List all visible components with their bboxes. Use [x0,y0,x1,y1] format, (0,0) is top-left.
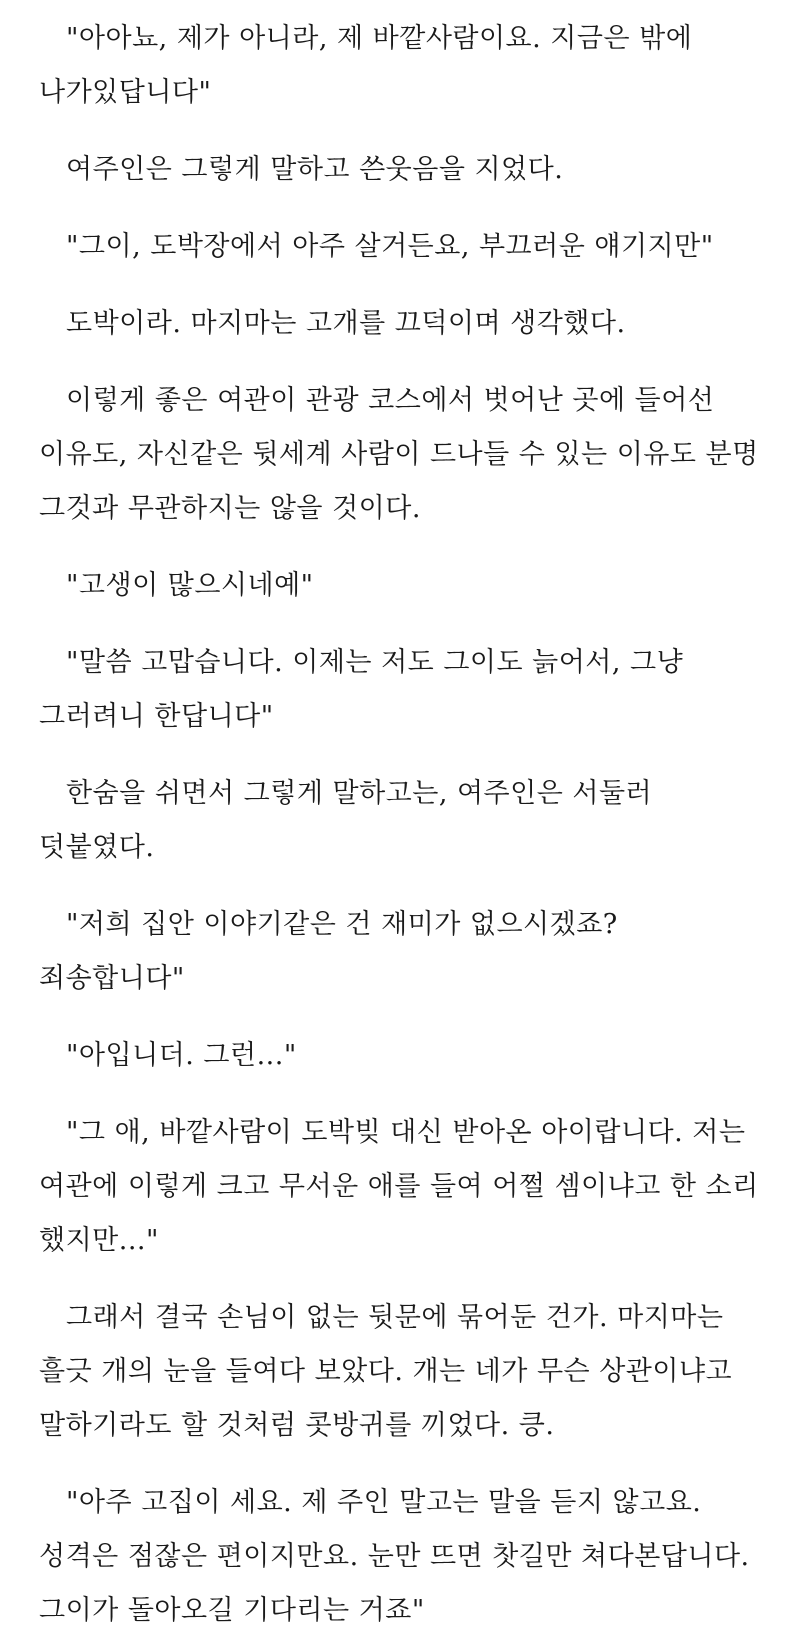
paragraph: "아입니더. 그런..." [66,1040,297,1071]
paragraph: 그래서 결국 손님이 없는 뒷문에 묶어둔 건가. 마지마는 흘긋 개의 눈을 들여다 보았다. 개는 네가 무슨 상관이냐고 말하기라도 할 것처럼 콧방귀를 끼었다. 킁. [39,1302,733,1441]
paragraph: 도박이라. 마지마는 고개를 끄덕이며 생각했다. [66,308,626,339]
paragraph: 여주인은 그렇게 말하고 쓴웃음을 지었다. [66,154,564,185]
paragraph: 이렇게 좋은 여관이 관광 코스에서 벗어난 곳에 들어선 이유도, 자신같은 뒷세계 사람이 드나들 수 있는 이유도 분명 그것과 무관하지는 않을 것이다. [39,385,759,524]
paragraph: "말씀 고맙습니다. 이제는 저도 그이도 늙어서, 그냥 그러려니 한답니다" [39,647,684,732]
paragraph: "아아뇨, 제가 아니라, 제 바깥사람이요. 지금은 밖에 나가있답니다" [39,23,693,108]
paragraph: 한숨을 쉬면서 그렇게 말하고는, 여주인은 서둘러 덧붙였다. [39,778,653,863]
paragraph: "그이, 도박장에서 아주 살거든요, 부끄러운 얘기지만" [66,231,714,262]
paragraph: "고생이 많으시네예" [66,570,314,601]
paragraph: "아주 고집이 세요. 제 주인 말고는 말을 듣지 않고요. 성격은 점잖은 편이지만요. 눈만 뜨면 찻길만 쳐다본답니다. 그이가 돌아오길 기다리는 거죠" [39,1487,750,1626]
paragraph: "그 애, 바깥사람이 도박빚 대신 받아온 아이랍니다. 저는 여관에 이렇게 크고 무서운 애를 들여 어쩔 셈이냐고 한 소리 했지만..." [39,1117,759,1256]
paragraph: "저희 집안 이야기같은 건 재미가 없으시겠죠? 죄송합니다" [39,909,618,994]
